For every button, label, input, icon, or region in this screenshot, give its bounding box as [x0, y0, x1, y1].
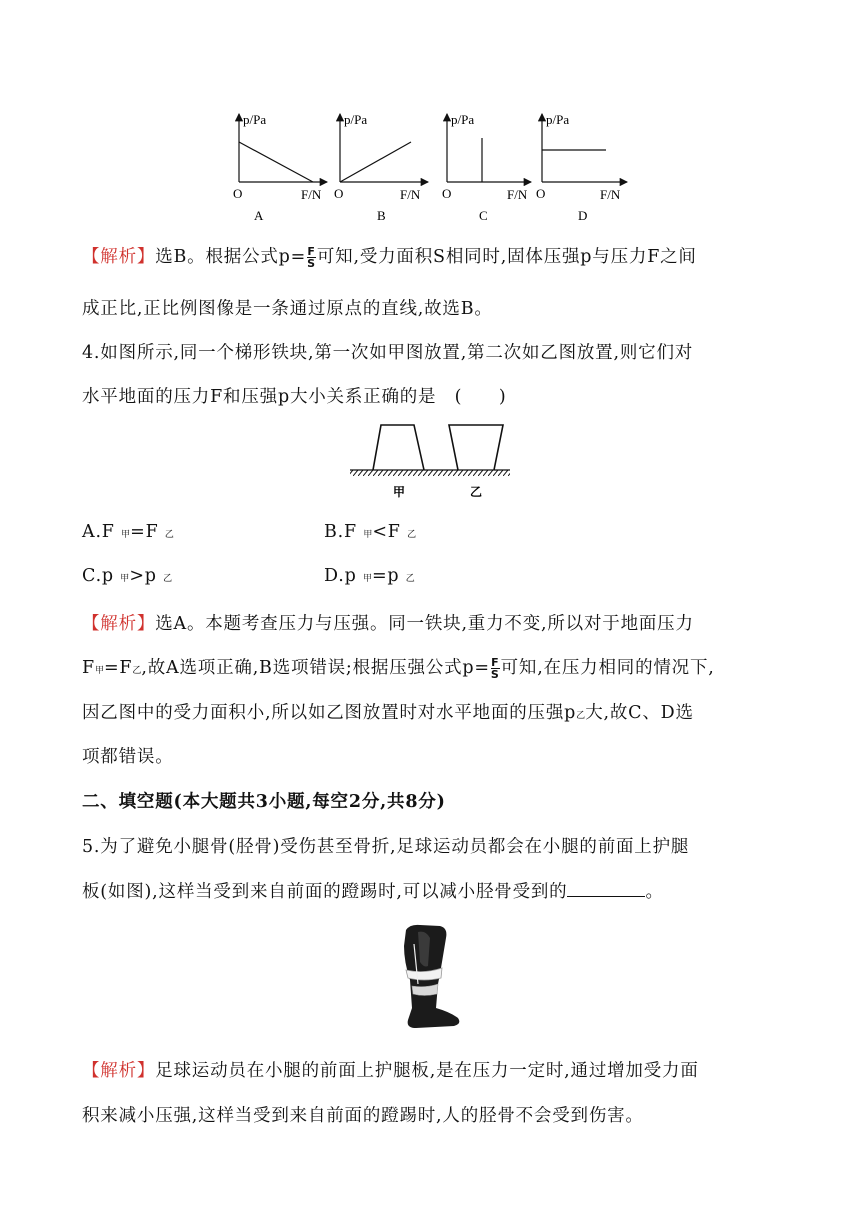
graph-a-origin: O [233, 186, 243, 201]
option-a[interactable]: A.F 甲=F 乙 [82, 522, 174, 542]
q4-analysis-line3: 因乙图中的受力面积小,所以如乙图放置时对水平地面的压强p乙大,故C、D选 [82, 703, 694, 723]
graph-a-label: A [254, 208, 264, 223]
pressure-graphs-figure [225, 108, 635, 228]
graph-c-x-label: F/N [507, 187, 528, 202]
section-heading: 二、填空题(本大题共3小题,每空2分,共8分) [82, 792, 446, 812]
fig-label-yi: 乙 [470, 485, 483, 499]
graph-a [233, 112, 327, 223]
q5-analysis-line2: 积来减小压强,这样当受到来自前面的蹬踢时,人的胫骨不会受到伤害。 [82, 1106, 644, 1126]
answer-blank[interactable] [567, 882, 645, 897]
trapezoid-jia [373, 425, 424, 470]
graph-d [536, 112, 627, 223]
graph-c-y-label: p/Pa [451, 112, 475, 127]
option-b[interactable]: B.F 甲<F 乙 [324, 522, 417, 542]
q5-stem-line2: 板(如图),这样当受到来自前面的蹬踢时,可以减小胫骨受到的 。 [82, 882, 664, 902]
graph-d-origin: O [536, 186, 546, 201]
q4-analysis-line2: F甲=F乙,故A选项正确,B选项错误;根据压强公式p= $\frac{F}{S}$ 可知,在压力相同的情况下, [82, 656, 715, 681]
fig-label-jia: 甲 [393, 485, 406, 499]
q3-analysis-line2: 成正比,正比例图像是一条通过原点的直线,故选B。 [82, 299, 493, 319]
graph-d-x-label: F/N [600, 187, 621, 202]
graph-d-label: D [578, 208, 588, 223]
analysis-tag: 【解析】 [82, 247, 156, 267]
option-d[interactable]: D.p 甲=p 乙 [324, 566, 415, 586]
analysis-tag: 【解析】 [82, 1061, 156, 1081]
q3-analysis-line1: 【解析】选B。根据公式p= $\frac{F}{S}$ 可知,受力面积S相同时,固体压强p与压力F之间 [82, 245, 697, 270]
graph-b-label: B [377, 208, 386, 223]
graph-b-origin: O [334, 186, 344, 201]
graph-a-y-label: p/Pa [243, 112, 267, 127]
q4-stem-line1: 4.如图所示,同一个梯形铁块,第一次如甲图放置,第二次如乙图放置,则它们对 [82, 343, 694, 363]
formula-fraction: $\frac{F}{S}$ [307, 245, 316, 270]
graph-b [334, 112, 428, 223]
q4-analysis-line4: 项都错误。 [82, 747, 174, 767]
formula-fraction: $\frac{F}{S}$ [490, 656, 500, 681]
q5-stem-line1: 5.为了避免小腿骨(胫骨)受伤甚至骨折,足球运动员都会在小腿的前面上护腿 [82, 837, 690, 857]
shin-guard-image [396, 922, 466, 1034]
option-c[interactable]: C.p 甲>p 乙 [82, 566, 173, 586]
graph-c-origin: O [442, 186, 452, 201]
analysis-tag: 【解析】 [82, 614, 156, 634]
graph-b-y-label: p/Pa [344, 112, 368, 127]
q5-analysis-line1: 【解析】足球运动员在小腿的前面上护腿板,是在压力一定时,通过增加受力面 [82, 1061, 699, 1081]
graph-a-x-label: F/N [301, 187, 322, 202]
trapezoid-figure [348, 422, 514, 504]
trapezoid-yi [449, 425, 503, 470]
graph-c [442, 112, 531, 223]
graph-d-y-label: p/Pa [546, 112, 570, 127]
q4-analysis-line1: 【解析】选A。本题考查压力与压强。同一铁块,重力不变,所以对于地面压力 [82, 614, 694, 634]
graph-b-x-label: F/N [400, 187, 421, 202]
graph-c-label: C [479, 208, 488, 223]
q4-stem-line2: 水平地面的压力F和压强p大小关系正确的是 ( ) [82, 387, 507, 407]
